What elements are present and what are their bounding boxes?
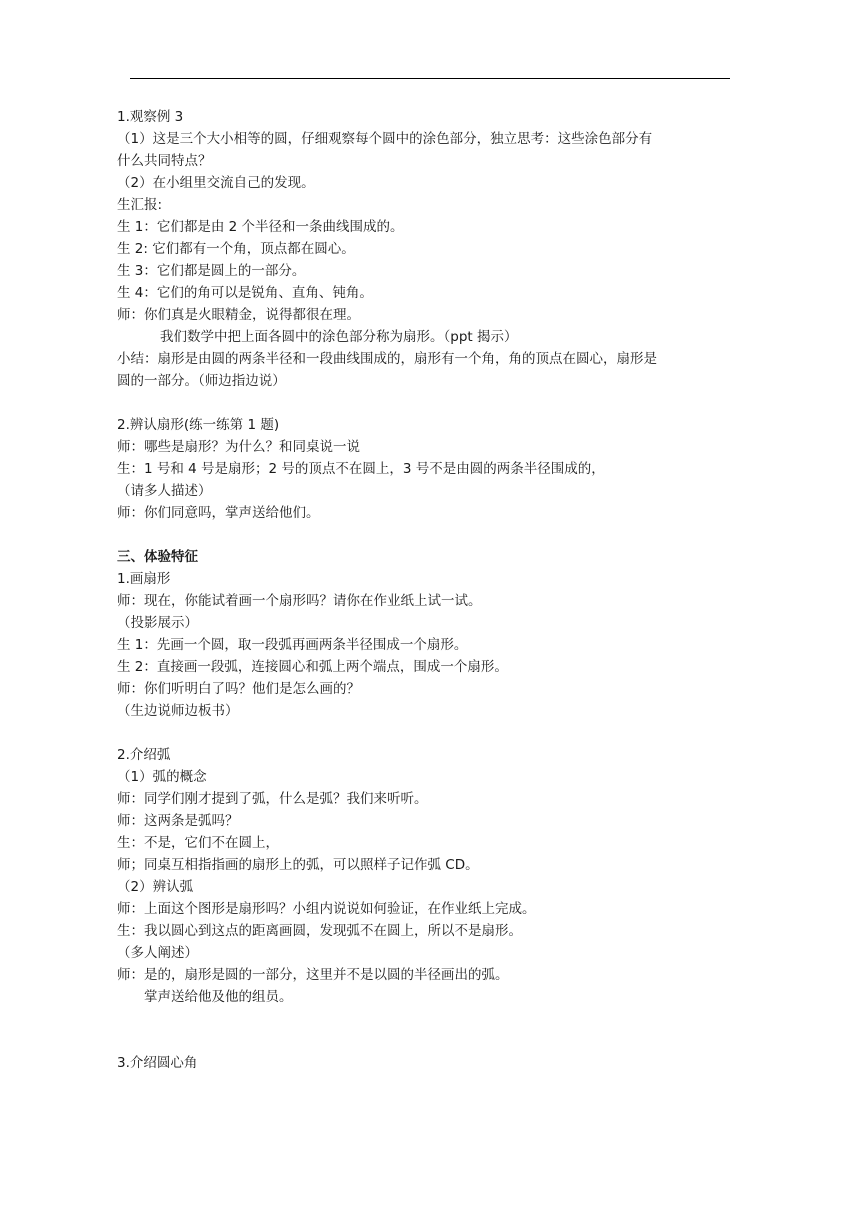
paragraph-line: 生 4：它们的角可以是锐角、直角、钝角。	[117, 285, 373, 301]
paragraph-line: 小结：扇形是由圆的两条半径和一段曲线围成的，扇形有一个角，角的顶点在圆心，扇形是	[117, 351, 657, 367]
paragraph-line: （生边说师边板书）	[117, 703, 239, 719]
paragraph-line: 师：现在，你能试着画一个扇形吗？请你在作业纸上试一试。	[117, 593, 482, 609]
section-heading: 2.介绍弧	[117, 747, 171, 763]
paragraph-line: 师：你们真是火眼精金，说得都很在理。	[117, 307, 360, 323]
paragraph-line: 师；同桌互相指指画的扇形上的弧，可以照样子记作弧 CD。	[117, 857, 479, 873]
document-body	[117, 106, 737, 1074]
paragraph-line: （2）在小组里交流自己的发现。	[117, 175, 315, 191]
paragraph-line: 生：不是，它们不在圆上，	[117, 835, 279, 851]
spacer	[117, 392, 737, 414]
paragraph-line: 师：上面这个图形是扇形吗？小组内说说如何验证，在作业纸上完成。	[117, 901, 536, 917]
paragraph-line: 我们数学中把上面各圆中的涂色部分称为扇形。（ppt 揭示）	[160, 329, 518, 345]
paragraph-line: 圆的一部分。（师边指边说）	[117, 373, 286, 389]
paragraph-line: 生 2: 它们都有一个角，顶点都在圆心。	[117, 241, 355, 257]
paragraph-line: （1）弧的概念	[117, 769, 207, 785]
paragraph-line: （1）这是三个大小相等的圆，仔细观察每个圆中的涂色部分，独立思考：这些涂色部分有	[117, 131, 653, 147]
paragraph-line: 师：同学们刚才提到了弧，什么是弧？我们来听听。	[117, 791, 428, 807]
section-heading: 3.介绍圆心角	[117, 1055, 198, 1071]
paragraph-line: （投影展示）	[117, 615, 198, 631]
spacer	[117, 524, 737, 546]
paragraph-line: 生：1 号和 4 号是扇形；2 号的顶点不在圆上，3 号不是由圆的两条半径围成的，	[117, 461, 605, 477]
paragraph-line: 生汇报:	[117, 197, 163, 213]
paragraph-line: 师：哪些是扇形？为什么？和同桌说一说	[117, 439, 360, 455]
paragraph-line: 什么共同特点？	[117, 153, 212, 169]
spacer	[117, 722, 737, 744]
section-heading: 1.画扇形	[117, 571, 171, 587]
paragraph-line: 师：是的，扇形是圆的一部分，这里并不是以圆的半径画出的弧。	[117, 967, 509, 983]
header-rule	[130, 78, 730, 79]
paragraph-line: 生：我以圆心到这点的距离画圆，发现弧不在圆上，所以不是扇形。	[117, 923, 522, 939]
paragraph-line: 师：这两条是弧吗？	[117, 813, 239, 829]
paragraph-line: 师：你们听明白了吗？他们是怎么画的？	[117, 681, 360, 697]
spacer	[117, 1008, 737, 1052]
paragraph-line: 生 1：先画一个圆，取一段弧再画两条半径围成一个扇形。	[117, 637, 468, 653]
paragraph-line: 生 1：它们都是由 2 个半径和一条曲线围成的。	[117, 219, 404, 235]
paragraph-line: （多人阐述）	[117, 945, 198, 961]
section-heading: 1.观察例 3	[117, 109, 184, 125]
chapter-heading: 三、体验特征	[117, 549, 198, 565]
paragraph-line: 生 3：它们都是圆上的一部分。	[117, 263, 306, 279]
paragraph-line: 师：你们同意吗，掌声送给他们。	[117, 505, 320, 521]
section-heading: 2.辨认扇形(练一练第 1 题)	[117, 417, 280, 433]
paragraph-line: 掌声送给他及他的组员。	[144, 989, 293, 1005]
paragraph-line: （请多人描述）	[117, 483, 212, 499]
paragraph-line: （2）辨认弧	[117, 879, 194, 895]
paragraph-line: 生 2：直接画一段弧，连接圆心和弧上两个端点，围成一个扇形。	[117, 659, 508, 675]
